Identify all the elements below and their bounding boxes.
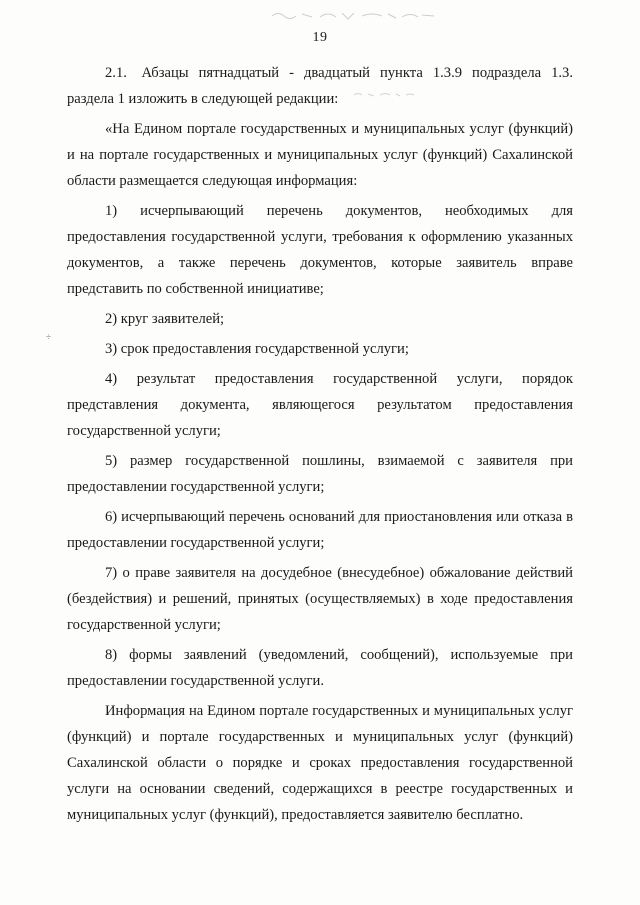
list-item-7: 7) о праве заявителя на досудебное (внесудебное) обжалование действий (бездействия) и решений, принятых (осуществляемых) в ходе предоставления государственной услуги; — [67, 565, 573, 633]
list-item-6: 6) исчерпывающий перечень оснований для приостановления или отказа в предоставлении государственной услуги; — [67, 509, 573, 551]
list-item-4: 4) результат предоставления государственной услуги, порядок представления документа, являющегося результатом предоставления государственной услуги; — [67, 371, 573, 439]
list-item-2: 2) круг заявителей; — [105, 311, 225, 327]
document-body — [67, 60, 573, 828]
paragraph-closing: Информация на Едином портале государственных и муниципальных услуг (функций) и портале государственных и муниципальных услуг (функций) Сахалинской области о порядке и сроках предоставления государственной услуги на основании сведений, содержащихся в реестре государственных и муниципальных услуг (функций), предоставляется заявителю бесплатно. — [67, 703, 573, 823]
list-item-8: 8) формы заявлений (уведомлений, сообщений), используемые при предоставлении государственной услуги. — [67, 647, 573, 689]
page-number: 19 — [312, 30, 328, 45]
paragraph-quote-intro: «На Едином портале государственных и муниципальных услуг (функций) и на портале государственных и муниципальных услуг (функций) Сахалинской области размещается следующая информация: — [67, 121, 573, 189]
paragraph-amendment-intro: 2.1. Абзацы пятнадцатый - двадцатый пункта 1.3.9 подраздела 1.3. раздела 1 изложить в следующей редакции: — [67, 65, 573, 107]
scan-artifact — [270, 8, 440, 22]
list-item-3: 3) срок предоставления государственной услуги; — [105, 341, 409, 357]
margin-mark: ÷ — [46, 332, 51, 342]
list-item-1: 1) исчерпывающий перечень документов, необходимых для предоставления государственной услуги, требования к оформлению указанных документов, а также перечень документов, которые заявитель вправе представить по собственной инициативе; — [67, 203, 573, 297]
list-item-5: 5) размер государственной пошлины, взимаемой с заявителя при предоставлении государственной услуги; — [67, 453, 573, 495]
